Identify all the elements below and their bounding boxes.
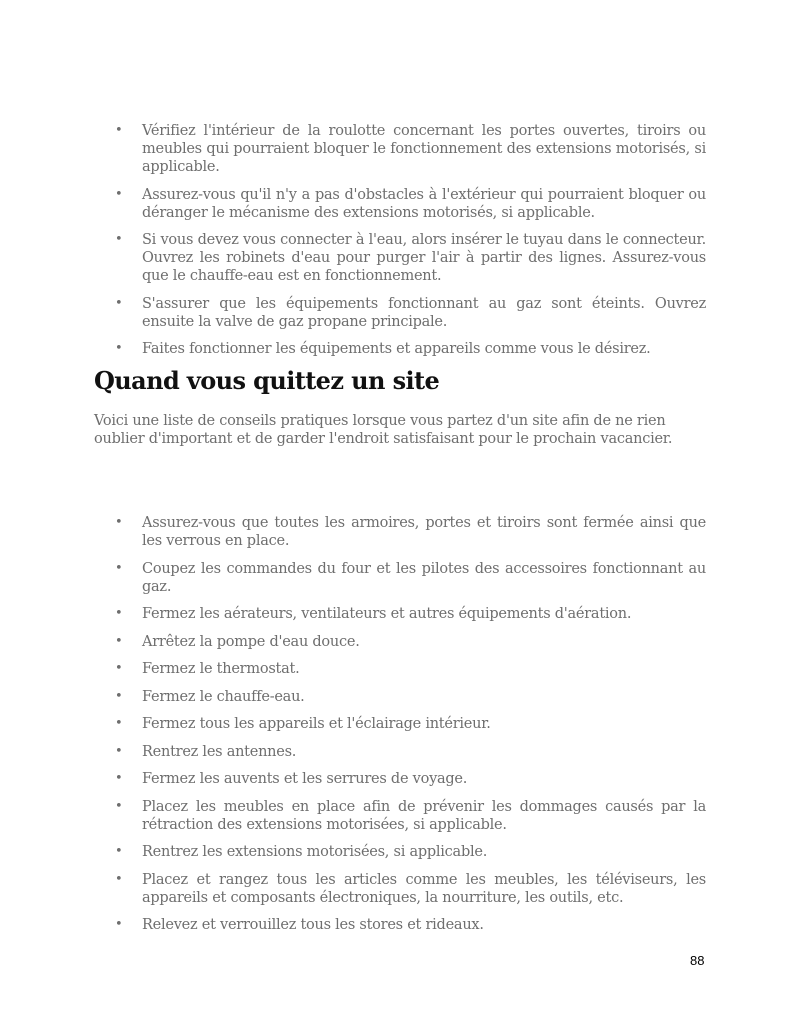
list-item-text: Placez les meubles en place afin de prévenir les dommages causés par la rétraction des extensions motorisées, si applicable. — [142, 798, 706, 833]
bullet-icon: • — [115, 606, 123, 621]
list-item-text: S'assurer que les équipements fonctionnant au gaz sont éteints. Ouvrez ensuite la valve de gaz propane principale. — [142, 295, 706, 330]
list-item-text: Coupez les commandes du four et les pilotes des accessoires fonctionnant au gaz. — [142, 560, 706, 595]
bullet-icon: • — [115, 716, 123, 731]
list-item — [115, 633, 706, 651]
list-item — [115, 186, 706, 222]
bullet-icon: • — [115, 771, 123, 786]
list-item-text: Relevez et verrouillez tous les stores et rideaux. — [142, 917, 484, 933]
list-item — [115, 605, 706, 623]
bullet-icon: • — [115, 515, 123, 530]
list-item-text: Fermez le chauffe-eau. — [142, 688, 305, 705]
list-item-text: Fermez tous les appareils et l'éclairage intérieur. — [142, 716, 491, 732]
list-item-text: Fermez les aérateurs, ventilateurs et autres équipements d'aération. — [142, 606, 632, 622]
list-item-text: Rentrez les antennes. — [142, 743, 297, 760]
list-item-text: Assurez-vous qu'il n'y a pas d'obstacles à l'extérieur qui pourraient bloquer ou déranger le mécanisme des extensions motorisés, si applicable. — [142, 186, 706, 221]
list-item — [115, 231, 706, 285]
list-item — [115, 770, 706, 788]
list-item — [115, 871, 706, 907]
list-item-text: Placez et rangez tous les articles comme les meubles, les téléviseurs, les appareils et composants électroniques, la nourriture, les outils, etc. — [142, 871, 706, 906]
bullet-icon: • — [115, 871, 123, 887]
bullet-icon: • — [115, 123, 123, 138]
list-item — [115, 295, 706, 331]
section-intro: Voici une liste de conseils pratiques lorsque vous partez d'un site afin de ne rien oublier d'important et de garder l'endroit satisfaisant pour le prochain vacancier. — [94, 413, 673, 447]
bullet-icon: • — [115, 743, 123, 759]
list-item — [115, 916, 706, 934]
section-heading: Quand vous quittez un site — [94, 366, 440, 395]
list-item — [115, 798, 706, 834]
list-item-text: Rentrez les extensions motorisées, si applicable. — [142, 844, 488, 860]
page-number: 88 — [690, 953, 705, 968]
bullet-icon: • — [115, 232, 123, 247]
bullet-icon: • — [115, 341, 123, 356]
list-item-text: Faites fonctionner les équipements et appareils comme vous le désirez. — [142, 341, 651, 357]
list-item-text: Fermez le thermostat. — [142, 661, 300, 677]
list-item-text: Fermez les auvents et les serrures de voyage. — [142, 771, 468, 787]
list-item-text: Si vous devez vous connecter à l'eau, alors insérer le tuyau dans le connecteur. Ouvrez les robinets d'eau pour purger l'air à partir des lignes. Assurez-vous que le chauffe-eau est en fonctionnement. — [142, 232, 706, 284]
list-item — [115, 688, 706, 706]
bullet-icon: • — [115, 661, 123, 676]
list-item-text: Arrêtez la pompe d'eau douce. — [142, 633, 360, 650]
list-item — [115, 843, 706, 861]
list-item — [115, 340, 706, 358]
arrival-checklist — [115, 122, 706, 368]
departure-checklist — [115, 514, 706, 944]
list-item-text: Vérifiez l'intérieur de la roulotte concernant les portes ouvertes, tiroirs ou meubles qui pourraient bloquer le fonctionnement des extensions motorisés, si applicable. — [142, 123, 706, 175]
bullet-icon: • — [115, 798, 123, 814]
list-item — [115, 715, 706, 733]
list-item-text: Assurez-vous que toutes les armoires, portes et tiroirs sont fermée ainsi que les verrous en place. — [142, 515, 706, 549]
bullet-icon: • — [115, 917, 123, 932]
bullet-icon: • — [115, 186, 123, 202]
list-item — [115, 122, 706, 176]
bullet-icon: • — [115, 688, 123, 704]
bullet-icon: • — [115, 844, 123, 859]
list-item — [115, 743, 706, 761]
list-item — [115, 560, 706, 596]
list-item — [115, 660, 706, 678]
list-item — [115, 514, 706, 550]
bullet-icon: • — [115, 633, 123, 649]
bullet-icon: • — [115, 295, 123, 311]
bullet-icon: • — [115, 560, 123, 576]
